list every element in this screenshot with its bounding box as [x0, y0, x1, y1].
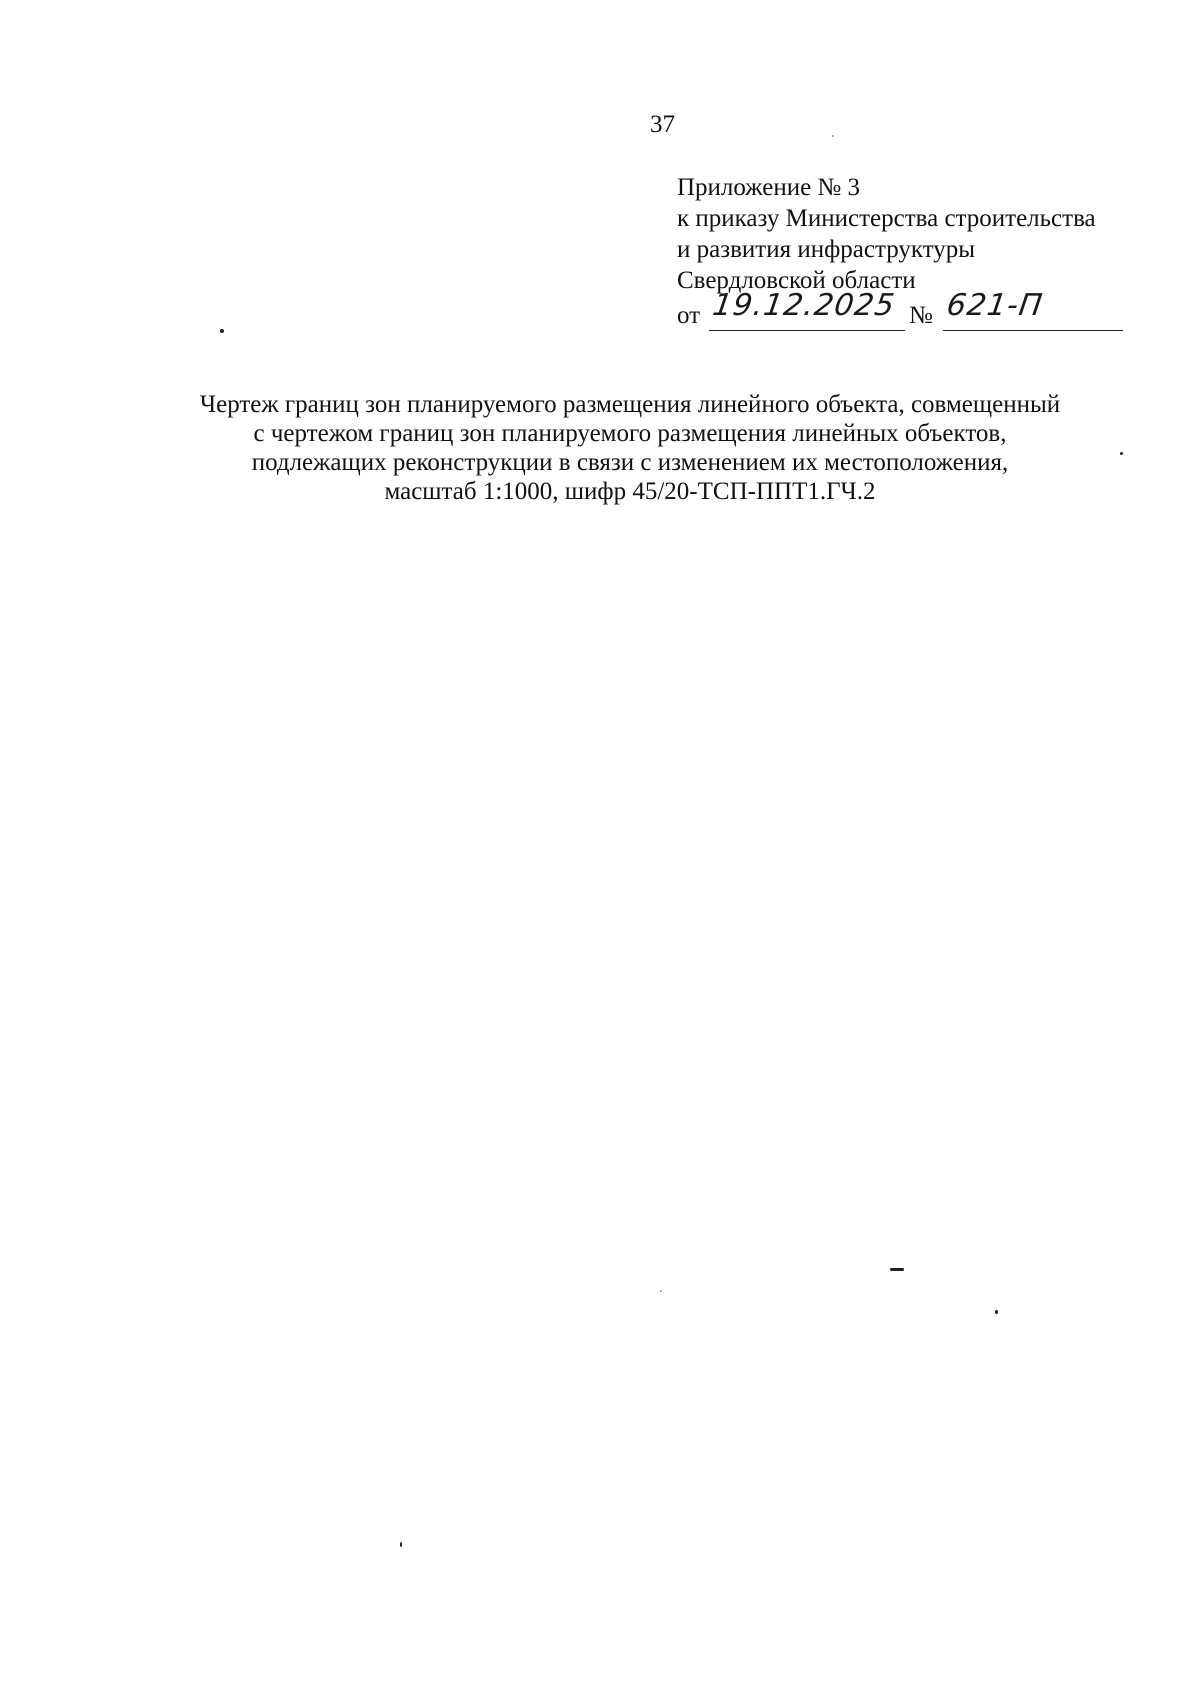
scan-speck [1120, 452, 1123, 455]
order-date-handwritten: 19.12.2025 [710, 288, 898, 323]
page-number: 37 [650, 111, 675, 138]
order-number-handwritten: 621-П [944, 288, 1046, 323]
order-number-field [943, 288, 1123, 331]
scan-speck [400, 1542, 402, 1547]
title-line-1: Чертеж границ зон планируемого размещения линейного объекта, совмещенный [199, 391, 1061, 418]
order-date-field [709, 288, 905, 331]
drawing-title [130, 390, 1130, 506]
title-line-4: масштаб 1:1000, шифр 45/20-ТСП-ППТ1.ГЧ.2 [384, 478, 876, 505]
appendix-header [677, 172, 1177, 332]
scan-speck [660, 1290, 662, 1292]
appendix-ministry-line: и развития инфраструктуры [677, 236, 976, 263]
order-date-number-line [677, 288, 1177, 332]
scan-speck [220, 329, 224, 333]
from-label: от [677, 302, 701, 329]
scan-speck [890, 1268, 904, 1271]
appendix-region-line: Свердловской области [677, 267, 916, 294]
title-line-2: с чертежом границ зон планируемого размещения линейных объектов, [253, 420, 1007, 447]
title-line-3: подлежащих реконструкции в связи с изменением их местоположения, [251, 449, 1009, 476]
scan-speck [832, 135, 834, 137]
scan-speck [995, 1310, 998, 1314]
number-label: № [909, 302, 933, 329]
appendix-title: Приложение № 3 [677, 174, 861, 201]
appendix-order-line: к приказу Министерства строительства [677, 205, 1096, 232]
